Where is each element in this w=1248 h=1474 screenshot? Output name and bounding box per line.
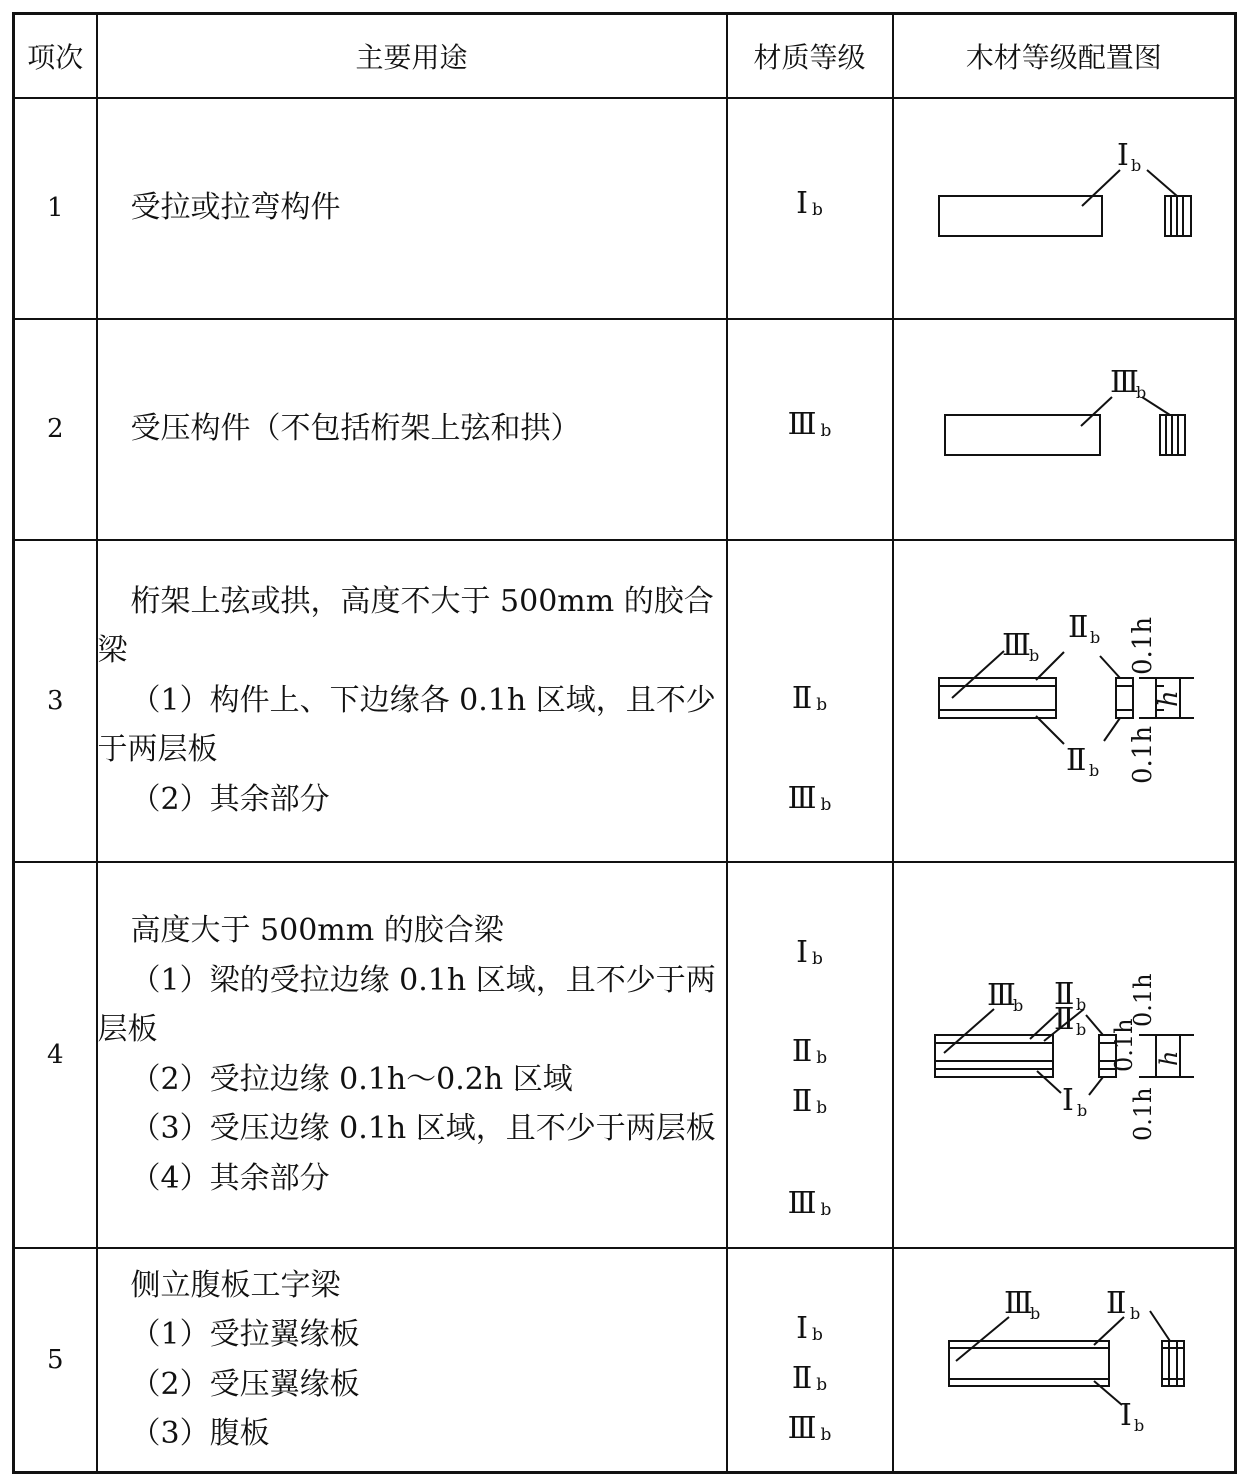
header-row xyxy=(14,14,1236,98)
use-line: 侧立腹板工字梁 xyxy=(130,1267,341,1303)
fig-label: Ⅰ xyxy=(1061,1082,1074,1118)
fig-label: 0.1h xyxy=(1109,1017,1138,1072)
use-line: （1）梁的受拉边缘 0.1h 区域，且不少于两层板 xyxy=(97,962,716,1047)
fig-label: 0.1h xyxy=(1127,725,1158,784)
fig-label: Ⅱ xyxy=(1065,742,1086,778)
grade-cell xyxy=(727,540,893,862)
use-cell xyxy=(97,540,727,862)
grade-config-figure xyxy=(894,320,1237,535)
fig-label: Ⅱ xyxy=(1053,976,1074,1012)
grade-config-figure xyxy=(894,541,1237,857)
fig-label: h xyxy=(1153,689,1184,707)
svg-text:b: b xyxy=(1130,155,1141,175)
grade-config-figure xyxy=(894,863,1237,1243)
grade-value: Ⅱ $_b$ xyxy=(791,680,828,716)
grade-value: Ⅱ $_b$ xyxy=(791,1083,828,1119)
header-figure: 木材等级配置图 xyxy=(893,14,1236,98)
fig-label: Ⅱ xyxy=(1105,1285,1126,1321)
svg-text:b: b xyxy=(1076,1100,1087,1120)
grade-value: Ⅱ $_b$ xyxy=(791,1033,828,1069)
grade-value: Ⅰ $_b$ xyxy=(796,1310,823,1346)
header-grade: 材质等级 xyxy=(727,14,893,98)
fig-label: h xyxy=(1154,1050,1183,1066)
grade-value: Ⅲ $_b$ xyxy=(787,780,832,816)
use-cell xyxy=(97,862,727,1248)
row-index: 1 xyxy=(14,98,97,319)
svg-text:b: b xyxy=(1135,382,1146,402)
fig-label: 0.1h xyxy=(1128,1086,1157,1141)
grade-value: Ⅲ $_b$ xyxy=(787,406,832,442)
use-line: （1）构件上、下边缘各 0.1h 区域，且不少于两层板 xyxy=(97,682,716,768)
figure-cell xyxy=(893,540,1236,862)
use-line: （1）受拉翼缘板 xyxy=(130,1317,360,1352)
table-row xyxy=(14,319,1236,540)
figure-cell xyxy=(893,1248,1236,1473)
table-row xyxy=(14,862,1236,1248)
fig-label: Ⅱ xyxy=(1053,1001,1074,1037)
table-row xyxy=(14,540,1236,862)
use-line: 高度大于 500mm 的胶合梁 xyxy=(130,913,504,948)
use-cell xyxy=(97,98,727,319)
svg-text:b: b xyxy=(1088,760,1099,780)
table-row xyxy=(14,1248,1236,1473)
svg-text:b: b xyxy=(1089,627,1100,647)
svg-text:b: b xyxy=(1028,645,1039,665)
use-line: （4）其余部分 xyxy=(130,1160,330,1196)
row-index: 2 xyxy=(14,319,97,540)
figure-cell xyxy=(893,98,1236,319)
grade-value: Ⅲ $_b$ xyxy=(787,1410,832,1446)
fig-label: Ⅰ xyxy=(1116,137,1129,173)
row-index: 4 xyxy=(14,862,97,1248)
svg-text:b: b xyxy=(1075,994,1086,1014)
grade-cell xyxy=(727,862,893,1248)
use-line: （2）其余部分 xyxy=(130,781,330,817)
use-line: 桁架上弦或拱，高度不大于 500mm 的胶合梁 xyxy=(97,583,714,669)
svg-text:b: b xyxy=(1133,1415,1144,1435)
use-line: （2）受压翼缘板 xyxy=(130,1366,360,1402)
use-line: 受拉或拉弯构件 xyxy=(130,190,341,226)
fig-label: Ⅲ xyxy=(1003,1285,1033,1321)
svg-text:b: b xyxy=(1129,1303,1140,1323)
grade-cell xyxy=(727,319,893,540)
svg-text:b: b xyxy=(1075,1019,1086,1039)
figure-cell xyxy=(893,862,1236,1248)
use-line: （2）受拉边缘 0.1h～0.2h 区域 xyxy=(130,1061,573,1097)
grade-value: Ⅱ $_b$ xyxy=(791,1360,828,1396)
grade-value: Ⅰ $_b$ xyxy=(796,185,823,221)
fig-label: Ⅲ xyxy=(986,977,1016,1013)
grade-value: Ⅲ $_b$ xyxy=(787,1185,832,1221)
fig-label: 0.1h xyxy=(1128,972,1157,1027)
grade-cell xyxy=(727,98,893,319)
fig-label: Ⅱ xyxy=(1067,609,1088,645)
fig-label: 0.1h xyxy=(1127,616,1158,675)
row-index: 3 xyxy=(14,540,97,862)
fig-label: Ⅲ xyxy=(1109,364,1139,400)
grade-value: Ⅰ $_b$ xyxy=(796,934,823,970)
header-index: 项次 xyxy=(14,14,97,98)
use-line: （3）腹板 xyxy=(130,1416,270,1451)
header-use: 主要用途 xyxy=(97,14,727,98)
use-cell xyxy=(97,1248,727,1473)
fig-label: Ⅰ xyxy=(1119,1397,1132,1433)
grade-config-figure xyxy=(894,99,1237,314)
figure-cell xyxy=(893,319,1236,540)
use-line: （3）受压边缘 0.1h 区域，且不少于两层板 xyxy=(130,1111,716,1146)
grade-config-figure xyxy=(894,1249,1237,1467)
grade-cell xyxy=(727,1248,893,1473)
svg-text:b: b xyxy=(1012,995,1023,1015)
fig-label: Ⅲ xyxy=(1001,627,1031,663)
table-row xyxy=(14,98,1236,319)
wood-grade-table xyxy=(12,12,1237,1474)
row-index: 5 xyxy=(14,1248,97,1473)
use-cell xyxy=(97,319,727,540)
use-line: 受压构件（不包括桁架上弦和拱） xyxy=(130,411,581,447)
svg-text:b: b xyxy=(1029,1303,1040,1323)
